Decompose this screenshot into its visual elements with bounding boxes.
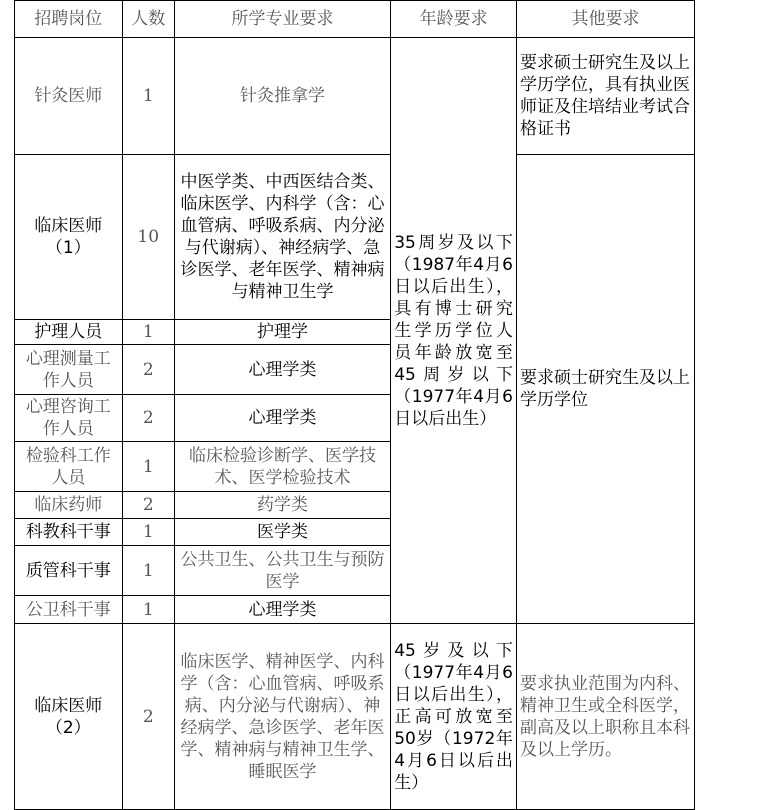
position-cell: 护理人员 xyxy=(15,320,123,345)
count-cell: 2 xyxy=(122,395,174,442)
position-cell: 公卫科干事 xyxy=(15,596,123,624)
major-cell: 针灸推拿学 xyxy=(174,38,390,155)
position-cell: 质管科干事 xyxy=(15,546,123,596)
header-other: 其他要求 xyxy=(516,1,694,38)
count-cell: 10 xyxy=(122,155,174,320)
other-requirement-clinical2: 要求执业范围为内科、精神卫生或全科医学，副高及以上职称且本科及以上学历。 xyxy=(516,624,694,810)
position-cell: 针灸医师 xyxy=(15,38,123,155)
header-count: 人数 xyxy=(122,1,174,38)
recruitment-table xyxy=(14,0,695,810)
major-cell: 心理学类 xyxy=(174,345,390,395)
position-cell: 科教科干事 xyxy=(15,519,123,546)
count-cell: 1 xyxy=(122,546,174,596)
count-cell: 1 xyxy=(122,38,174,155)
table-row xyxy=(15,155,695,320)
major-cell: 临床医学、精神医学、内科学（含：心血管病、呼吸系病、内分泌与代谢病）、神经病学、急诊医学、老年医学、精神病与精神卫生学、睡眠医学 xyxy=(174,624,390,810)
header-position: 招聘岗位 xyxy=(15,1,123,38)
table-row xyxy=(15,624,695,810)
other-requirement-acupuncture: 要求硕士研究生及以上学历学位，具有执业医师证及住培结业考试合格证书 xyxy=(516,38,694,155)
count-cell: 1 xyxy=(122,320,174,345)
position-cell: 检验科工作人员 xyxy=(15,442,123,492)
position-cell: 临床药师 xyxy=(15,492,123,519)
major-cell: 心理学类 xyxy=(174,395,390,442)
major-cell: 护理学 xyxy=(174,320,390,345)
count-cell: 2 xyxy=(122,492,174,519)
major-cell: 医学类 xyxy=(174,519,390,546)
major-cell: 公共卫生、公共卫生与预防医学 xyxy=(174,546,390,596)
major-cell: 临床检验诊断学、医学技术、医学检验技术 xyxy=(174,442,390,492)
other-requirement-general: 要求硕士研究生及以上学历学位 xyxy=(516,155,694,624)
major-cell: 中医学类、中西医结合类、临床医学、内科学（含：心血管病、呼吸系病、内分泌与代谢病）、神经病学、急诊医学、老年医学、精神病与精神卫生学 xyxy=(174,155,390,320)
count-cell: 1 xyxy=(122,442,174,492)
count-cell: 2 xyxy=(122,345,174,395)
table-row xyxy=(15,38,695,155)
major-cell: 心理学类 xyxy=(174,596,390,624)
count-cell: 1 xyxy=(122,596,174,624)
header-age: 年龄要求 xyxy=(391,1,517,38)
major-cell: 药学类 xyxy=(174,492,390,519)
age-requirement-group1: 35周岁及以下（1987年4月6日以后出生），具有博士研究生学历学位人员年龄放宽至45周岁以下（1977年4月6日以后出生） xyxy=(391,38,517,624)
age-requirement-group2: 45岁及以下（1977年4月6日以后出生），正高可放宽至50岁（1972年4月6日以后出生） xyxy=(391,624,517,810)
header-major: 所学专业要求 xyxy=(174,1,390,38)
position-cell: 临床医师（1） xyxy=(15,155,123,320)
count-cell: 1 xyxy=(122,519,174,546)
position-cell: 心理测量工作人员 xyxy=(15,345,123,395)
header-row xyxy=(15,1,695,38)
position-cell: 心理咨询工作人员 xyxy=(15,395,123,442)
position-cell: 临床医师（2） xyxy=(15,624,123,810)
count-cell: 2 xyxy=(122,624,174,810)
